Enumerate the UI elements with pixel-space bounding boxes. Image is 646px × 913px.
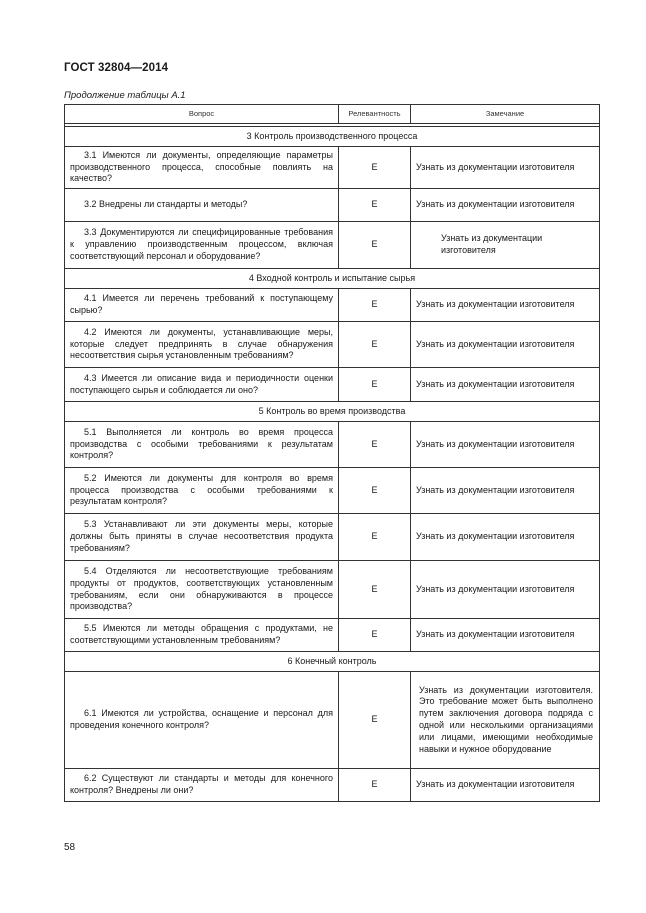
section-row (65, 269, 600, 289)
note-cell: Узнать из документации изготовителя (411, 289, 600, 322)
relevance-cell: E (339, 147, 411, 189)
question-cell: 3.1 Имеются ли документы, определяющие параметры производственного процесса, способные повлиять на качество? (65, 147, 339, 189)
question-cell: 5.4 Отделяются ли несоответствующие требованиям продукты от продуктов, соответствующих установленным требованиям, если они обнаруживаются в процессе производства? (65, 561, 339, 619)
relevance-cell: E (339, 468, 411, 514)
note-cell: Узнать из документации изготовителя (411, 222, 600, 269)
relevance-cell: E (339, 769, 411, 802)
table-row (65, 189, 600, 222)
table-row (65, 368, 600, 402)
section-title: 3 Контроль производственного процесса (65, 127, 600, 147)
table-row (65, 514, 600, 561)
question-cell: 3.2 Внедрены ли стандарты и методы? (65, 189, 339, 222)
note-cell: Узнать из документации изготовителя (411, 322, 600, 368)
table-caption: Продолжение таблицы А.1 (64, 90, 186, 101)
relevance-cell: E (339, 368, 411, 402)
note-cell: Узнать из документации изготовителя (411, 769, 600, 802)
table-row (65, 289, 600, 322)
column-header-relevance: Релевантность (339, 105, 411, 124)
section-row (65, 652, 600, 672)
section-title: 4 Входной контроль и испытание сырья (65, 269, 600, 289)
note-cell: Узнать из документации изготовителя (411, 561, 600, 619)
question-cell: 3.3 Документируются ли специфицированные требования к управлению производственным процессом, включая соответствующий персонал и оборудование? (65, 222, 339, 269)
relevance-cell: E (339, 619, 411, 652)
note-cell: Узнать из документации изготовителя (411, 514, 600, 561)
section-title: 5 Контроль во время производства (65, 402, 600, 422)
column-header-question: Вопрос (65, 105, 339, 124)
question-cell: 5.5 Имеются ли методы обращения с продуктами, не соответствующими установленным требованиям? (65, 619, 339, 652)
section-title: 6 Конечный контроль (65, 652, 600, 672)
note-cell: Узнать из документации изготовителя (411, 189, 600, 222)
question-cell: 4.1 Имеется ли перечень требований к поступающему сырью? (65, 289, 339, 322)
question-cell: 4.3 Имеется ли описание вида и периодичности оценки поступающего сырья и соблюдается ли оно? (65, 368, 339, 402)
table-row (65, 322, 600, 368)
question-cell: 5.2 Имеются ли документы для контроля во время процесса производства с особыми требованиями к результатам контроля? (65, 468, 339, 514)
table-row (65, 672, 600, 769)
table-row (65, 468, 600, 514)
question-cell: 6.2 Существуют ли стандарты и методы для конечного контроля? Внедрены ли они? (65, 769, 339, 802)
table-row (65, 769, 600, 802)
standard-header: ГОСТ 32804—2014 (64, 62, 169, 74)
table-row (65, 222, 600, 269)
relevance-cell: E (339, 322, 411, 368)
table-row (65, 422, 600, 468)
note-cell: Узнать из документации изготовителя (411, 468, 600, 514)
column-header-note: Замечание (411, 105, 600, 124)
question-cell: 5.3 Устанавливают ли эти документы меры, которые должны быть приняты в случае несоответствия продукта требованиям? (65, 514, 339, 561)
note-cell: Узнать из документации изготовителя (411, 147, 600, 189)
note-cell: Узнать из документации изготовителя (411, 619, 600, 652)
relevance-cell: E (339, 289, 411, 322)
relevance-cell: E (339, 514, 411, 561)
note-cell: Узнать из документации изготовителя (411, 422, 600, 468)
page-number: 58 (64, 842, 76, 853)
question-cell: 5.1 Выполняется ли контроль во время процесса производства с особыми требованиями к результатам контроля? (65, 422, 339, 468)
table-row (65, 619, 600, 652)
checklist-table (64, 104, 600, 802)
relevance-cell: E (339, 189, 411, 222)
table-row (65, 561, 600, 619)
table-row (65, 147, 600, 189)
relevance-cell: E (339, 222, 411, 269)
note-cell: Узнать из документации изготовителя. Это требование может быть выполнено путем заключения договора подряда с одной или несколькими организациями или лицами, имеющими необходимые навыки и нужное оборудование (411, 672, 600, 769)
section-row (65, 127, 600, 147)
relevance-cell: E (339, 561, 411, 619)
table-header-row (65, 105, 600, 124)
question-cell: 4.2 Имеются ли документы, устанавливающие меры, которые следует предпринять в случае обнаружения несоответствия сырья установленным требованиям? (65, 322, 339, 368)
relevance-cell: E (339, 422, 411, 468)
note-cell: Узнать из документации изготовителя (411, 368, 600, 402)
question-cell: 6.1 Имеются ли устройства, оснащение и персонал для проведения конечного контроля? (65, 672, 339, 769)
section-row (65, 402, 600, 422)
relevance-cell: E (339, 672, 411, 769)
